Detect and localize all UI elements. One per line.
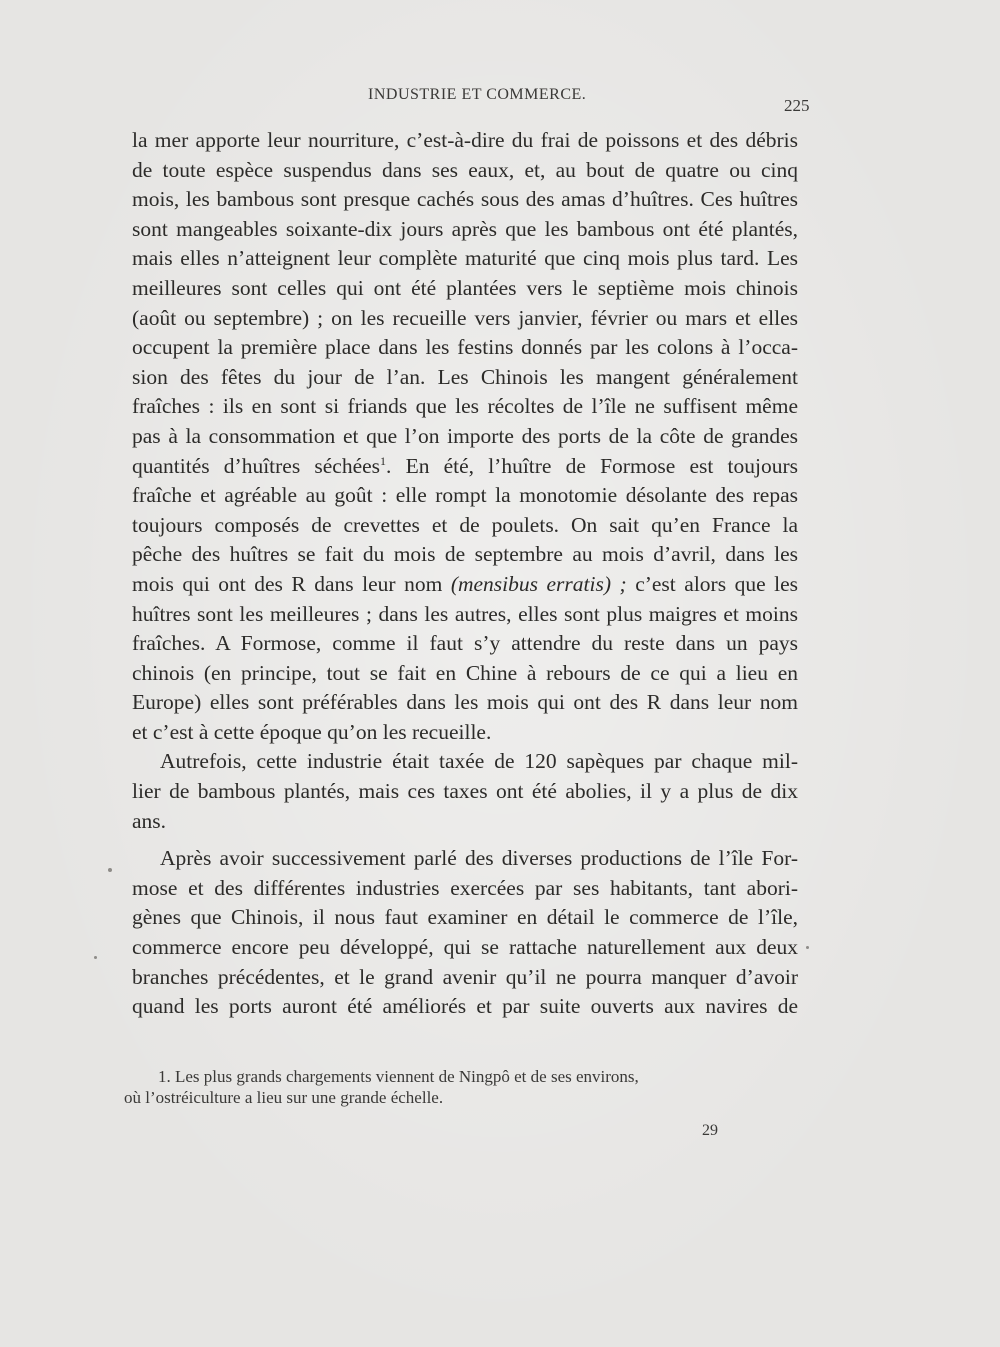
text-line-with-latin	[132, 570, 798, 600]
text-segment: mois qui ont des R dans leur nom	[132, 571, 443, 596]
text-line: sion des fêtes du jour de l’an. Les Chinois les mangent généralement	[132, 364, 798, 389]
text-line: de toute espèce suspendus dans ses eaux, et, au bout de quatre ou cinq	[132, 157, 798, 182]
text-line: (août ou septembre) ; on les recueille vers janvier, février ou mars et elles	[132, 305, 798, 330]
text-line: mois, les bambous sont presque cachés sous des amas d’huîtres. Ces huîtres	[132, 187, 798, 212]
text-line: Après avoir successivement parlé des diverses productions de l’île For-	[160, 846, 798, 871]
body-text	[132, 126, 798, 1022]
paper-speck	[108, 868, 112, 872]
footnote-line: 1. Les plus grands chargements viennent de Ningpô et de ses environs,	[158, 1067, 639, 1086]
text-line: et c’est à cette époque qu’on les recueille.	[132, 719, 492, 744]
paper-speck	[94, 956, 97, 959]
text-line: Autrefois, cette industrie était taxée de 120 sapèques par chaque mil-	[160, 749, 798, 774]
text-line: pêche des huîtres se fait du mois de septembre au mois d’avril, dans les	[132, 542, 798, 567]
text-segment: c’est alors que les	[635, 571, 798, 596]
text-line: branches précédentes, et le grand avenir qu’il ne pourra manquer d’avoir	[132, 964, 798, 989]
printer-signature-mark: 29	[702, 1122, 718, 1139]
text-line: occupent la première place dans les festins donnés par les colons à l’occa-	[132, 335, 798, 360]
text-line: mose et des différentes industries exercées par ses habitants, tant abori-	[132, 875, 798, 900]
paper-speck	[806, 946, 809, 949]
footnote	[124, 1066, 796, 1108]
text-line: huîtres sont les meilleures ; dans les autres, elles sont plus maigres et moins	[132, 601, 798, 626]
latin-phrase: (mensibus erratis) ;	[450, 571, 627, 596]
text-line: ans.	[132, 808, 167, 833]
text-line: fraîches. A Formose, comme il faut s’y attendre du reste dans un pays	[132, 631, 798, 656]
text-line: fraîches : ils en sont si friands que les récoltes de l’île ne suffisent même	[132, 394, 798, 419]
text-line: fraîche et agréable au goût : elle rompt la monotomie désolante des repas	[132, 483, 798, 508]
text-segment: . En été, l’huître de Formose est toujours	[386, 453, 799, 478]
text-line: chinois (en principe, tout se fait en Chine à rebours de ce qui a lieu en	[132, 660, 798, 685]
text-line-with-footnote-ref	[132, 452, 798, 482]
text-line: lier de bambous plantés, mais ces taxes ont été abolies, il y a plus de dix	[132, 779, 798, 804]
text-line: commerce encore peu développé, qui se rattache naturellement aux deux	[132, 935, 798, 960]
text-line: sont mangeables soixante-dix jours après que les bambous ont été plantés,	[132, 216, 798, 241]
text-line: meilleures sont celles qui ont été plantées vers le septième mois chinois	[132, 275, 798, 300]
text-segment: quantités d’huîtres séchées	[132, 453, 381, 478]
paragraph-gap	[132, 836, 798, 844]
text-line: quand les ports auront été améliorés et par suite ouverts aux navires de	[132, 994, 798, 1019]
text-line: mais elles n’atteignent leur complète maturité que cinq mois plus tard. Les	[132, 246, 798, 271]
text-line: gènes que Chinois, il nous faut examiner en détail le commerce de l’île,	[132, 905, 798, 930]
page-number: 225	[784, 96, 810, 115]
running-head: INDUSTRIE ET COMMERCE.	[368, 86, 587, 103]
text-line: Europe) elles sont préférables dans les mois qui ont des R dans leur nom	[132, 690, 798, 715]
footnote-reference: 1	[380, 453, 387, 468]
text-line: toujours composés de crevettes et de poulets. On sait qu’en France la	[132, 512, 798, 537]
text-line: pas à la consommation et que l’on importe des ports de la côte de grandes	[132, 423, 798, 448]
footnote-line: où l’ostréiculture a lieu sur une grande échelle.	[124, 1088, 444, 1107]
text-line: la mer apporte leur nourriture, c’est-à-dire du frai de poissons et des débris	[132, 128, 798, 152]
